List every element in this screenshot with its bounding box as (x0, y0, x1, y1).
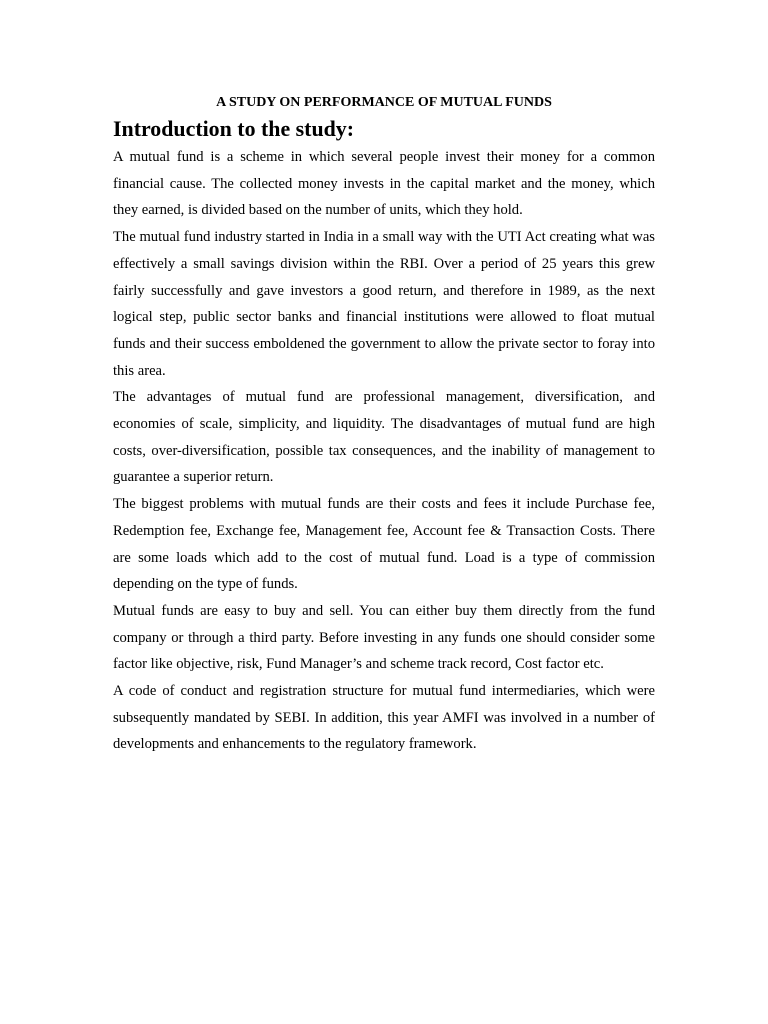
paragraph-3: The advantages of mutual fund are professional management, diversification, and economies of scale, simplicity, and liquidity. The disadvantages of mutual fund are high costs, over-diversification, possible tax consequences, and the inability of management to guarantee a superior return. (113, 389, 655, 486)
section-heading: Introduction to the study: (113, 116, 355, 141)
paragraph-2: The mutual fund industry started in India in a small way with the UTI Act creating what was effectively a small savings division within the RBI. Over a period of 25 years this grew fairly successfully and gave investors a good return, and therefore in 1989, as the next logical step, public sector banks and financial institutions were allowed to float mutual funds and their success emboldened the government to allow the private sector to foray into this area. (113, 229, 655, 379)
paragraph-4: The biggest problems with mutual funds are their costs and fees it include Purchase fee, Redemption fee, Exchange fee, Management fee, Account fee & Transaction Costs. There are some loads which add to the cost of mutual fund. Load is a type of commission depending on the type of funds. (113, 496, 655, 593)
paragraph-6: A code of conduct and registration structure for mutual fund intermediaries, which were subsequently mandated by SEBI. In addition, this year AMFI was involved in a number of developments and enhancements to the regulatory framework. (113, 683, 655, 753)
paragraph-1: A mutual fund is a scheme in which several people invest their money for a common financial cause. The collected money invests in the capital market and the money, which they earned, is divided based on the number of units, which they hold. (113, 149, 655, 219)
document-page (113, 92, 655, 758)
document-title: A STUDY ON PERFORMANCE OF MUTUAL FUNDS (216, 95, 552, 110)
paragraph-5: Mutual funds are easy to buy and sell. You can either buy them directly from the fund company or through a third party. Before investing in any funds one should consider some factor like objective, risk, Fund Manager’s and scheme track record, Cost factor etc. (113, 602, 655, 673)
